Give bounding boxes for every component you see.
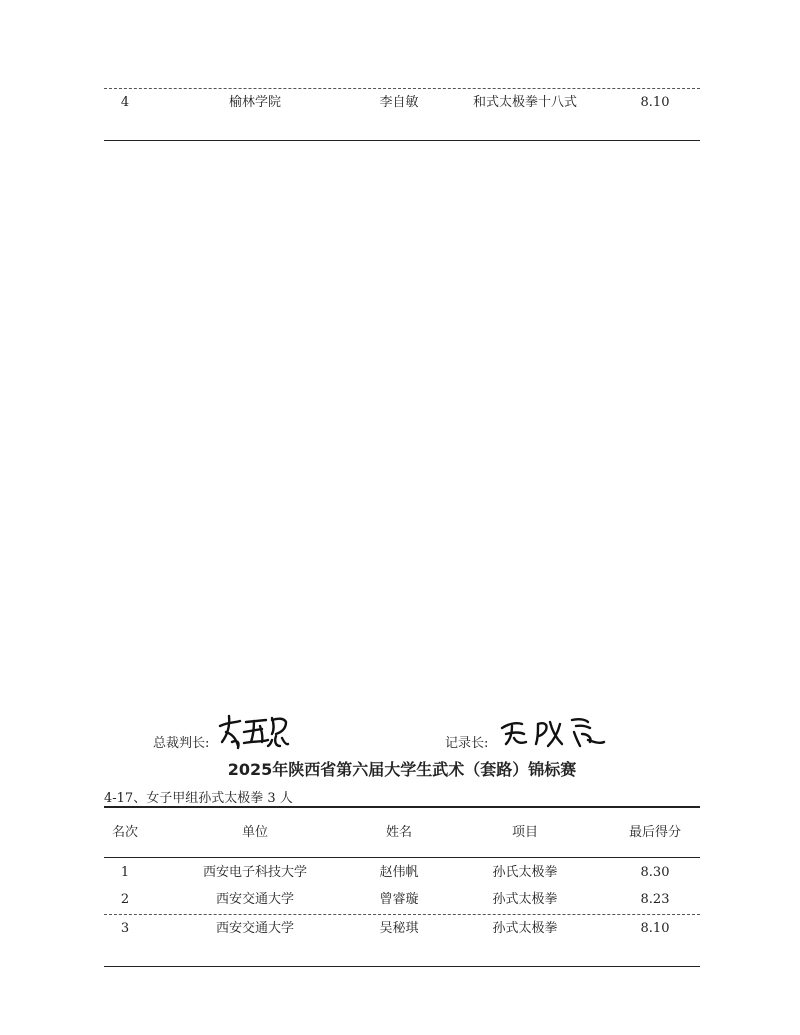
rank-cell: 2 — [120, 892, 130, 907]
unit-cell: 西安交通大学 — [215, 892, 294, 907]
group-caption: 4-17、女子甲组孙式太极拳 3 人 — [104, 791, 293, 806]
chief-referee-signature — [216, 712, 294, 756]
event-cell: 孙式太极拳 — [492, 892, 558, 907]
event-cell: 和式太极拳十八式 — [472, 95, 577, 110]
rank-cell: 3 — [120, 921, 130, 936]
event-cell: 孙式太极拳 — [492, 921, 558, 936]
page-title: 2025年陕西省第六届大学生武术（套路）锦标赛 — [227, 760, 577, 779]
name-cell: 赵伟帆 — [379, 865, 419, 880]
table-bottom-rule — [104, 966, 700, 967]
header-name: 姓名 — [385, 825, 412, 840]
header-unit: 单位 — [241, 825, 268, 840]
name-cell: 吴秘琪 — [379, 921, 419, 936]
top-table-divider — [104, 88, 700, 89]
score-cell: 8.30 — [640, 865, 670, 880]
row-divider — [104, 914, 700, 915]
recorder-signature — [496, 712, 608, 756]
header-bottom-rule — [104, 857, 700, 858]
recorder-label: 记录长: — [445, 736, 489, 751]
score-cell: 8.10 — [640, 921, 670, 936]
event-cell: 孙氏太极拳 — [492, 865, 558, 880]
table-top-rule — [104, 806, 700, 808]
header-score: 最后得分 — [628, 825, 681, 840]
score-cell: 8.23 — [640, 892, 670, 907]
score-cell: 8.10 — [640, 95, 670, 110]
unit-cell: 西安电子科技大学 — [202, 865, 307, 880]
rank-cell: 1 — [120, 865, 130, 880]
rank-cell: 4 — [120, 95, 130, 110]
name-cell: 曾睿璇 — [379, 892, 419, 907]
name-cell: 李自敏 — [379, 95, 419, 110]
chief-referee-label: 总裁判长: — [153, 736, 210, 751]
header-event: 项目 — [511, 825, 538, 840]
unit-cell: 榆林学院 — [228, 95, 281, 110]
unit-cell: 西安交通大学 — [215, 921, 294, 936]
top-table-bottom-rule — [104, 140, 700, 141]
header-rank: 名次 — [111, 825, 138, 840]
